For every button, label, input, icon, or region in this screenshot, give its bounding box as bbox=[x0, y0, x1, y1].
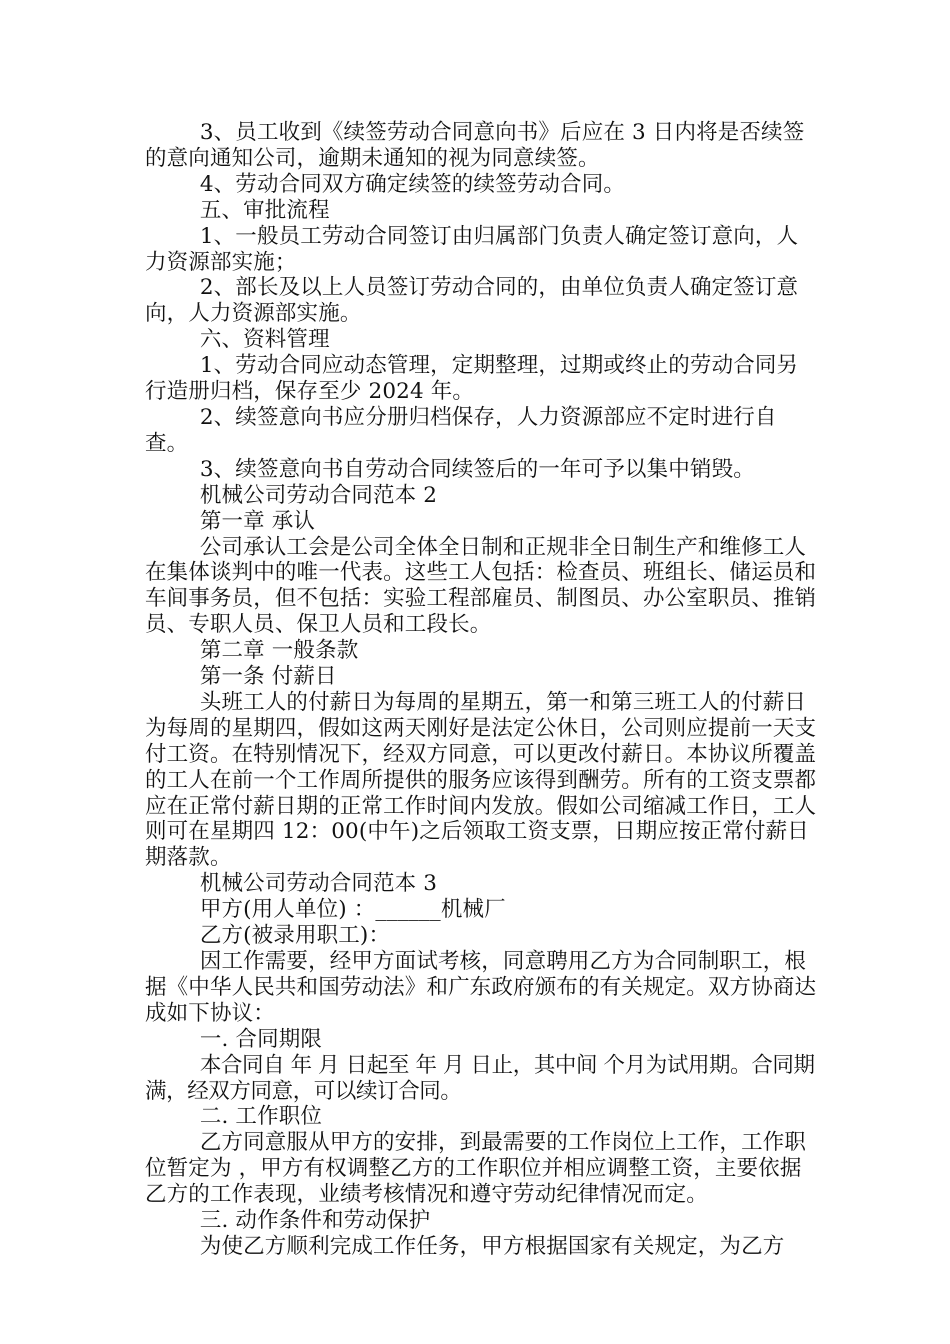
paragraph: 头班工人的付薪日为每周的星期五，第一和第三班工人的付薪日为每周的星期四，假如这两天刚好是法定公休日，公司则应提前一天支付工资。在特别情况下，经双方同意，可以更改付薪日。本协议所覆盖的工人在前一个工作周所提供的服务应该得到酬劳。所有的工资支票都应在正常付薪日期的正常工作时间内发放。假如公司缩减工作日，工人则可在星期四 12：00(中午)之后领取工资支票，日期应按正常付薪日期落款。 bbox=[145, 689, 817, 871]
paragraph: 乙方同意服从甲方的安排，到最需要的工作岗位上工作，工作职位暂定为 ，甲方有权调整乙方的工作职位并相应调整工资，主要依据乙方的工作表现，业绩考核情况和遵守劳动纪律情况而定。 bbox=[145, 1130, 807, 1208]
section-heading: 一. 合同期限 bbox=[199, 1026, 323, 1052]
paragraph: 3、续签意向书自劳动合同续签后的一年可予以集中销毁。 bbox=[199, 456, 755, 482]
section-heading: 五、审批流程 bbox=[199, 197, 330, 223]
paragraph: 本合同自 年 月 日起至 年 月 日止，其中间 个月为试用期。合同期满，经双方同意，可以续订合同。 bbox=[145, 1052, 815, 1104]
paragraph: 1、一般员工劳动合同签订由归属部门负责人确定签订意向，人力资源部实施； bbox=[145, 223, 799, 275]
paragraph: 2、部长及以上人员签订劳动合同的，由单位负责人确定签订意向，人力资源部实施。 bbox=[145, 275, 799, 327]
document-subtitle: 机械公司劳动合同范本 3 bbox=[199, 871, 438, 897]
paragraph: 公司承认工会是公司全体全日制和正规非全日制生产和维修工人在集体谈判中的唯一代表。这些工人包括：检查员、班组长、储运员和车间事务员，但不包括：实验工程部雇员、制图员、办公室职员、推销员、专职人员、保卫人员和工段长。 bbox=[145, 534, 817, 638]
section-heading: 二. 工作职位 bbox=[199, 1104, 323, 1130]
paragraph: 因工作需要，经甲方面试考核，同意聘用乙方为合同制职工，根据《中华人民共和国劳动法》和广东政府颁布的有关规定。双方协商达成如下协议： bbox=[145, 949, 817, 1026]
party-a-line: 甲方(用人单位) ：______机械厂 bbox=[199, 897, 506, 923]
paragraph: 为使乙方顺利完成工作任务，甲方根据国家有关规定，为乙方 bbox=[199, 1233, 785, 1259]
article-heading: 第一条 付薪日 bbox=[199, 664, 337, 690]
paragraph: 2、续签意向书应分册归档保存，人力资源部应不定时进行自查。 bbox=[145, 404, 777, 456]
section-heading: 六、资料管理 bbox=[199, 327, 330, 353]
chapter-heading: 第二章 一般条款 bbox=[199, 638, 359, 664]
section-heading: 三. 动作条件和劳动保护 bbox=[199, 1208, 431, 1234]
document-body bbox=[145, 120, 817, 1260]
paragraph: 4、劳动合同双方确定续签的续签劳动合同。 bbox=[199, 171, 625, 197]
party-b-line: 乙方(被录用职工)： bbox=[199, 923, 391, 949]
paragraph: 3、员工收到《续签劳动合同意向书》后应在 3 日内将是否续签的意向通知公司，逾期未通知的视为同意续签。 bbox=[145, 120, 805, 171]
chapter-heading: 第一章 承认 bbox=[199, 508, 316, 534]
paragraph: 1、劳动合同应动态管理，定期整理，过期或终止的劳动合同另行造册归档，保存至少 2024 年。 bbox=[145, 353, 799, 405]
document-subtitle: 机械公司劳动合同范本 2 bbox=[199, 482, 438, 508]
